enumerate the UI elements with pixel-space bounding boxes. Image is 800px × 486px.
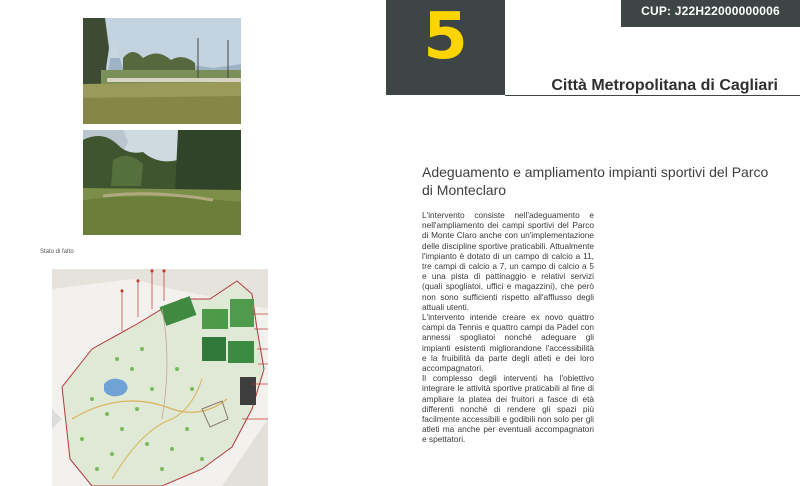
project-description <box>422 210 594 445</box>
cup-code-panel <box>621 0 800 27</box>
entity-name: Città Metropolitana di Cagliari <box>551 77 778 94</box>
description-paragraph: L'intervento intende creare ex novo quattro campi da Tennis e quattro campi da Padel con annessi spogliatoi nonché adeguare gli impianti esistenti migliorandone l'accessibilità e la fruibilità da parte degli atleti e dei loro accompagnatori. <box>422 312 594 374</box>
site-photo-park <box>83 130 241 235</box>
cup-code: CUP: J22H22000000006 <box>641 4 780 18</box>
site-photo-field <box>83 18 241 124</box>
project-number: 5 <box>423 0 468 74</box>
description-paragraph: L'intervento consiste nell'adeguamento e nell'ampliamento dei campi sportivi del Parco di Monte Claro anche con un'implementazione delle discipline sportive praticabili. Attualmente l'impianto è dotato di un campo di calcio a 11, tre campi di calcio a 7, un campo di calcio a 5 e una pista di pattinaggio e relativi servizi (quali spogliatoi, uffici e magazzini), che però non sono sufficienti rispetto all'afflusso degli attuali utenti. <box>422 210 594 312</box>
site-plan-map <box>52 269 268 486</box>
header-divider <box>505 95 800 96</box>
description-paragraph: Il complesso degli interventi ha l'obiettivo integrare le attività sportive praticabili al fine di ampliare la platea dei fruitori a fasce di età differenti nonché di rendere gli spazi più facilmente accessibili e godibili non solo per gli atleti ma anche per eventuali accompagnatori e spettatori. <box>422 373 594 445</box>
photo-caption: Stato di fatto <box>40 249 74 255</box>
project-title: Adeguamento e ampliamento impianti sportivi del Parco di Monteclaro <box>422 164 769 198</box>
project-number-panel <box>386 0 505 95</box>
